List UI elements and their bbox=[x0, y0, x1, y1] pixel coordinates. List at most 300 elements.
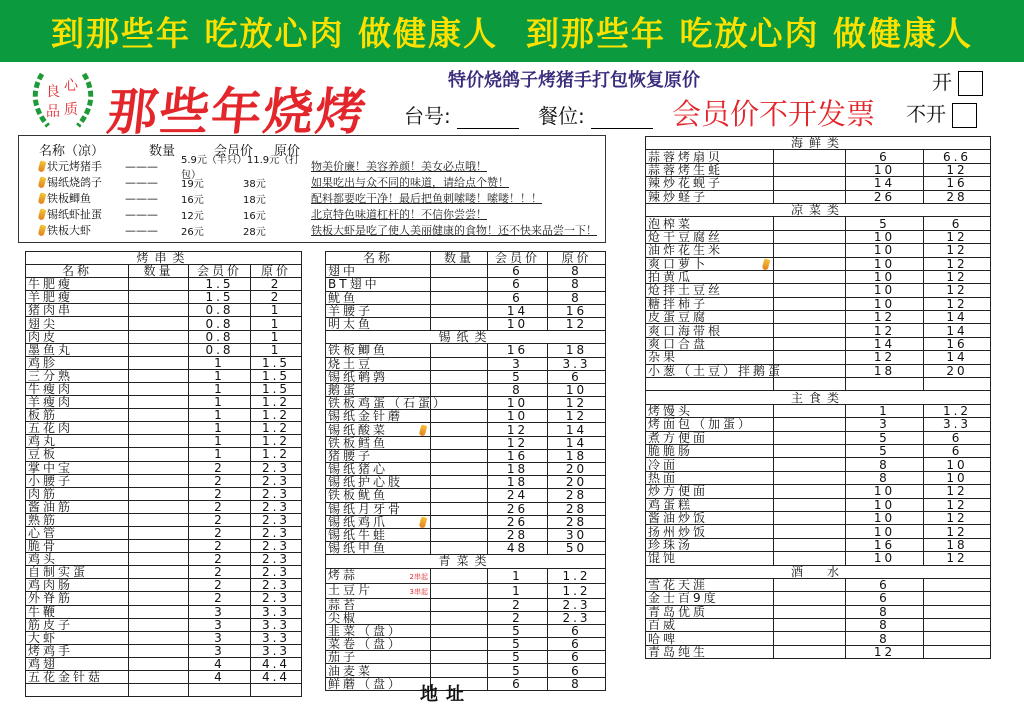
original-price: 2.3 bbox=[251, 566, 302, 579]
quantity-cell[interactable] bbox=[129, 553, 189, 566]
item-name bbox=[26, 330, 129, 343]
item-name bbox=[646, 592, 774, 605]
quantity-cell[interactable] bbox=[431, 423, 488, 436]
quantity-cell[interactable] bbox=[129, 291, 189, 304]
quantity-cell[interactable] bbox=[774, 311, 846, 324]
quantity-cell[interactable] bbox=[431, 436, 488, 449]
menu-row bbox=[646, 485, 991, 498]
item-name-text: 酱油筋 bbox=[28, 499, 74, 514]
original-price: 50 bbox=[548, 542, 606, 555]
member-price: 2 bbox=[189, 553, 251, 566]
member-price: 10 bbox=[488, 317, 548, 330]
original-price: 12 bbox=[924, 163, 991, 176]
quantity-cell[interactable] bbox=[129, 343, 189, 356]
quantity-cell[interactable] bbox=[774, 270, 846, 283]
item-name-text: 铁板鸡蛋（石蛋） bbox=[328, 396, 449, 411]
original-price: 3.3 bbox=[251, 605, 302, 618]
menu-row bbox=[646, 190, 991, 203]
item-name-text: 百威 bbox=[648, 618, 679, 633]
table-number-field[interactable] bbox=[404, 100, 519, 129]
item-name-text: 蒜蓉烤扇贝 bbox=[648, 149, 724, 164]
item-name-text: 青岛纯生 bbox=[648, 645, 709, 660]
quantity-cell[interactable] bbox=[774, 605, 846, 618]
quantity-cell[interactable] bbox=[431, 265, 488, 278]
item-name-text: 鸡肉肠 bbox=[28, 578, 74, 593]
member-price: 5 bbox=[846, 217, 924, 230]
quantity-cell[interactable] bbox=[431, 291, 488, 304]
quantity-cell[interactable] bbox=[129, 644, 189, 657]
item-name-text: 烤馒头 bbox=[648, 404, 694, 418]
item-name: 状元烤猪手 bbox=[47, 160, 102, 173]
svg-text:品: 品 bbox=[46, 104, 60, 120]
menu-row bbox=[26, 513, 302, 526]
menu-row bbox=[26, 369, 302, 382]
item-name bbox=[326, 624, 431, 637]
item-name-text: 筋皮子 bbox=[28, 617, 74, 632]
section-title: 凉菜类 bbox=[646, 203, 991, 216]
quantity-cell[interactable] bbox=[774, 177, 846, 190]
member-price: 1 bbox=[189, 422, 251, 435]
original-price: 12 bbox=[924, 525, 991, 538]
item-name-text: 土豆片 bbox=[328, 582, 374, 597]
invoice-not-open-checkbox[interactable] bbox=[906, 98, 977, 128]
item-name-text: 油麦菜 bbox=[328, 663, 374, 678]
item-name bbox=[646, 163, 774, 176]
quantity-cell[interactable] bbox=[774, 190, 846, 203]
seat-label: 餐位: bbox=[538, 104, 585, 128]
menu-row bbox=[326, 583, 606, 598]
original-price: 2 bbox=[251, 291, 302, 304]
quantity-cell[interactable] bbox=[431, 502, 488, 515]
column-header: 会员价 bbox=[189, 265, 251, 278]
item-name bbox=[26, 618, 129, 631]
original-price: 10 bbox=[924, 471, 991, 484]
item-name bbox=[646, 404, 774, 417]
item-name-text: 熟筋 bbox=[28, 512, 59, 527]
item-name-text: 肉皮 bbox=[28, 329, 59, 344]
item-name bbox=[26, 671, 129, 684]
item-name-text: 油炸花生米 bbox=[648, 243, 724, 258]
item-name bbox=[26, 566, 129, 579]
original-price bbox=[924, 578, 991, 591]
quantity-cell[interactable] bbox=[129, 487, 189, 500]
menu-row bbox=[326, 449, 606, 462]
quantity-cell[interactable] bbox=[774, 431, 846, 444]
item-name-text: 鲜蘑（盘） bbox=[328, 676, 404, 691]
quantity-cell[interactable] bbox=[431, 489, 488, 502]
quantity-cell[interactable] bbox=[774, 632, 846, 645]
quantity-cell[interactable] bbox=[129, 317, 189, 330]
featured-header bbox=[39, 140, 605, 158]
item-name bbox=[26, 304, 129, 317]
quantity-cell[interactable] bbox=[774, 458, 846, 471]
item-name-text: 馄饨 bbox=[648, 551, 679, 566]
address-label: 地址 bbox=[420, 684, 472, 705]
menu-row bbox=[646, 418, 991, 431]
item-name-text: 铁板鱿鱼 bbox=[328, 488, 389, 503]
item-name bbox=[646, 190, 774, 203]
item-name-text: 热面 bbox=[648, 470, 679, 485]
item-name bbox=[646, 632, 774, 645]
menu-row bbox=[326, 515, 606, 528]
original-price: 3.3 bbox=[548, 357, 606, 370]
item-name bbox=[646, 431, 774, 444]
original-price: 16 bbox=[548, 304, 606, 317]
member-price: 1 bbox=[189, 409, 251, 422]
section-title: 青菜类 bbox=[326, 555, 606, 568]
item-name bbox=[26, 513, 129, 526]
featured-item bbox=[39, 222, 605, 238]
item-name bbox=[326, 396, 449, 411]
quantity-cell[interactable] bbox=[129, 435, 189, 448]
original-price: 14 bbox=[548, 423, 606, 436]
quantity-cell[interactable] bbox=[129, 540, 189, 553]
quantity-cell[interactable] bbox=[129, 461, 189, 474]
quantity-cell[interactable] bbox=[129, 631, 189, 644]
featured-item bbox=[39, 190, 605, 206]
header-row bbox=[26, 265, 302, 278]
member-price: 2 bbox=[189, 540, 251, 553]
original-price: 6 bbox=[924, 217, 991, 230]
quantity-cell[interactable] bbox=[129, 526, 189, 539]
original-price: 8 bbox=[548, 291, 606, 304]
member-price: 12 bbox=[846, 351, 924, 364]
menu-row bbox=[646, 552, 991, 565]
original-price: 6 bbox=[924, 431, 991, 444]
quantity-cell[interactable] bbox=[774, 498, 846, 511]
quantity-cell[interactable] bbox=[431, 515, 488, 528]
member-price: 0.8 bbox=[189, 317, 251, 330]
item-name-text: 鸡翅 bbox=[28, 656, 59, 671]
quantity-cell[interactable] bbox=[431, 624, 488, 637]
quantity-cell[interactable] bbox=[774, 217, 846, 230]
original-price: 6 bbox=[924, 444, 991, 457]
menu-row bbox=[26, 382, 302, 395]
original-price: 1.5 bbox=[251, 356, 302, 369]
quantity-cell[interactable] bbox=[774, 257, 846, 270]
menu-row bbox=[26, 631, 302, 644]
quantity-cell[interactable] bbox=[129, 304, 189, 317]
member-price: 2 bbox=[189, 566, 251, 579]
quantity-cell[interactable] bbox=[431, 317, 488, 330]
quantity-cell[interactable] bbox=[431, 651, 488, 664]
item-name bbox=[326, 664, 431, 677]
item-name-text: 锡纸金针蘑 bbox=[328, 409, 404, 424]
column-header: 名称 bbox=[26, 265, 129, 278]
member-price: 6 bbox=[488, 677, 548, 690]
quantity-cell[interactable] bbox=[431, 304, 488, 317]
member-price: 1 bbox=[846, 404, 924, 417]
quantity-cell[interactable] bbox=[774, 485, 846, 498]
original-price: 3.3 bbox=[251, 644, 302, 657]
menu-row bbox=[326, 489, 606, 502]
member-price: 2 bbox=[189, 500, 251, 513]
vip-notice: 会员价不开发票 bbox=[672, 97, 876, 131]
quantity-cell[interactable] bbox=[774, 592, 846, 605]
item-name bbox=[646, 458, 774, 471]
quantity-cell[interactable] bbox=[129, 356, 189, 369]
quantity-cell[interactable] bbox=[431, 528, 488, 541]
quantity-cell[interactable] bbox=[129, 657, 189, 670]
quantity-cell[interactable] bbox=[129, 605, 189, 618]
quantity-cell[interactable] bbox=[774, 378, 846, 391]
menu-row bbox=[646, 578, 991, 591]
item-name bbox=[326, 583, 431, 598]
quantity-cell[interactable] bbox=[129, 369, 189, 382]
quantity-cell[interactable] bbox=[129, 382, 189, 395]
item-name-text: 掌中宝 bbox=[28, 460, 74, 475]
original-price: 6 bbox=[548, 638, 606, 651]
item-orig-price: 28元 bbox=[243, 226, 266, 238]
item-orig-price: 18元 bbox=[243, 194, 266, 206]
quantity-cell[interactable] bbox=[431, 542, 488, 555]
original-price: 14 bbox=[924, 311, 991, 324]
original-price bbox=[251, 684, 302, 697]
quantity-cell[interactable] bbox=[774, 619, 846, 632]
original-price: 2.3 bbox=[251, 513, 302, 526]
original-price: 2.3 bbox=[251, 592, 302, 605]
menu-row bbox=[326, 476, 606, 489]
item-name-text: 珍珠汤 bbox=[648, 537, 694, 552]
item-name bbox=[326, 598, 431, 611]
quantity-cell[interactable] bbox=[774, 230, 846, 243]
quantity-cell[interactable] bbox=[774, 471, 846, 484]
item-name bbox=[26, 382, 129, 395]
item-name-text: 肉筋 bbox=[28, 486, 59, 501]
quantity-cell[interactable] bbox=[774, 418, 846, 431]
quantity-cell[interactable] bbox=[774, 525, 846, 538]
member-price: 5 bbox=[488, 638, 548, 651]
original-price: 1.2 bbox=[251, 396, 302, 409]
item-name-text: 鹅蛋 bbox=[328, 382, 359, 397]
member-price: 10 bbox=[846, 230, 924, 243]
item-name bbox=[26, 540, 129, 553]
item-name bbox=[646, 217, 774, 230]
original-price: 16 bbox=[924, 177, 991, 190]
original-price: 12 bbox=[924, 230, 991, 243]
original-price: 4.4 bbox=[251, 671, 302, 684]
quantity-cell[interactable] bbox=[774, 297, 846, 310]
item-qty: ——— bbox=[125, 159, 158, 173]
quantity-cell[interactable] bbox=[431, 476, 488, 489]
item-name-text: 翅中 bbox=[328, 264, 359, 279]
item-name-text: 炝干豆腐丝 bbox=[648, 229, 724, 244]
quantity-cell[interactable] bbox=[129, 409, 189, 422]
member-price: 10 bbox=[846, 257, 924, 270]
member-price: 10 bbox=[488, 397, 548, 410]
menu-row bbox=[326, 357, 606, 370]
quantity-cell[interactable] bbox=[431, 568, 488, 583]
item-name bbox=[326, 515, 431, 528]
item-name bbox=[26, 657, 129, 670]
quantity-cell[interactable] bbox=[129, 566, 189, 579]
item-name-text: 铁板鳕鱼 bbox=[328, 435, 389, 450]
item-name-text: 羊瘦肉 bbox=[28, 395, 74, 410]
svg-text:良: 良 bbox=[46, 84, 60, 100]
column-header: 数量 bbox=[431, 252, 488, 265]
original-price: 1 bbox=[251, 330, 302, 343]
item-name bbox=[26, 356, 129, 369]
menu-row bbox=[326, 265, 606, 278]
item-note: 北京特色味道杠杆的！不信你尝尝！ bbox=[311, 208, 487, 221]
item-name bbox=[326, 410, 431, 423]
seat-field[interactable] bbox=[538, 100, 653, 129]
quantity-cell[interactable] bbox=[774, 163, 846, 176]
original-price: 12 bbox=[924, 244, 991, 257]
item-member-price: 12元 bbox=[181, 210, 204, 222]
item-name bbox=[646, 471, 774, 484]
original-price: 12 bbox=[548, 317, 606, 330]
quantity-cell[interactable] bbox=[774, 645, 846, 658]
quantity-cell[interactable] bbox=[431, 449, 488, 462]
item-name-text: 茄子 bbox=[328, 650, 359, 665]
member-price: 6 bbox=[846, 578, 924, 591]
item-name-text: 墨鱼丸 bbox=[28, 342, 74, 357]
quantity-cell[interactable] bbox=[774, 284, 846, 297]
item-name bbox=[646, 297, 774, 310]
column-header: 会员价 bbox=[488, 252, 548, 265]
quantity-cell[interactable] bbox=[129, 671, 189, 684]
quantity-cell[interactable] bbox=[774, 337, 846, 350]
flame-icon bbox=[762, 258, 771, 270]
original-price: 12 bbox=[924, 270, 991, 283]
member-price: 10 bbox=[846, 525, 924, 538]
quantity-cell[interactable] bbox=[129, 618, 189, 631]
item-name-text: 自制实蛋 bbox=[28, 565, 89, 580]
item-name-text: 牛肥瘦 bbox=[28, 277, 74, 292]
quantity-cell[interactable] bbox=[431, 278, 488, 291]
quantity-cell[interactable] bbox=[129, 448, 189, 461]
member-price: 2 bbox=[488, 611, 548, 624]
original-price: 1 bbox=[251, 317, 302, 330]
min-order-tag: 3串起 bbox=[409, 587, 428, 596]
member-price: 1 bbox=[189, 382, 251, 395]
item-name bbox=[26, 644, 129, 657]
member-price bbox=[189, 684, 251, 697]
member-price: 26 bbox=[488, 502, 548, 515]
menu-row bbox=[326, 651, 606, 664]
menu-row bbox=[326, 370, 606, 383]
svg-text:心: 心 bbox=[64, 78, 78, 94]
quantity-cell[interactable] bbox=[774, 578, 846, 591]
item-name-text: 辣炒蛏子 bbox=[648, 189, 709, 204]
quantity-cell[interactable] bbox=[431, 664, 488, 677]
item-name bbox=[26, 278, 129, 291]
original-price: 6 bbox=[548, 370, 606, 383]
menu-row bbox=[26, 684, 302, 697]
quantity-cell[interactable] bbox=[129, 278, 189, 291]
item-name-text: 冷面 bbox=[648, 457, 679, 472]
quantity-cell[interactable] bbox=[431, 370, 488, 383]
item-name-text: 鸡蛋糕 bbox=[648, 497, 694, 512]
quantity-cell[interactable] bbox=[774, 511, 846, 524]
member-price: 26 bbox=[488, 515, 548, 528]
invoice-open-checkbox[interactable] bbox=[932, 66, 983, 96]
item-name bbox=[326, 344, 431, 357]
item-name-text: 鸡头 bbox=[28, 552, 59, 567]
original-price: 1.2 bbox=[548, 583, 606, 598]
item-name-text: 羊肥瘦 bbox=[28, 290, 74, 305]
quantity-cell[interactable] bbox=[774, 150, 846, 163]
quantity-cell[interactable] bbox=[431, 357, 488, 370]
quantity-cell[interactable] bbox=[129, 513, 189, 526]
quantity-cell[interactable] bbox=[129, 330, 189, 343]
quantity-cell[interactable] bbox=[774, 351, 846, 364]
member-price: 8 bbox=[846, 619, 924, 632]
quantity-cell[interactable] bbox=[431, 344, 488, 357]
quantity-cell[interactable] bbox=[431, 611, 488, 624]
item-name-text: 锡纸甲鱼 bbox=[328, 541, 389, 556]
invoice-open-label: 开 bbox=[932, 70, 952, 94]
quantity-cell[interactable] bbox=[129, 474, 189, 487]
menu-row bbox=[646, 150, 991, 163]
menu-row bbox=[326, 502, 606, 515]
member-price: 1 bbox=[189, 369, 251, 382]
quantity-cell[interactable] bbox=[431, 383, 488, 396]
item-name bbox=[646, 270, 774, 283]
member-price: 18 bbox=[488, 463, 548, 476]
menu-row bbox=[26, 618, 302, 631]
menu-row bbox=[26, 553, 302, 566]
quantity-cell[interactable] bbox=[431, 463, 488, 476]
quantity-cell[interactable] bbox=[774, 324, 846, 337]
member-price: 8 bbox=[846, 605, 924, 618]
member-price: 1 bbox=[488, 568, 548, 583]
menu-row bbox=[646, 525, 991, 538]
member-price: 10 bbox=[846, 511, 924, 524]
item-name-text: 脆骨 bbox=[28, 539, 59, 554]
menu-row bbox=[26, 330, 302, 343]
featured-item bbox=[39, 174, 605, 190]
quantity-cell[interactable] bbox=[431, 410, 488, 423]
quantity-cell[interactable] bbox=[129, 592, 189, 605]
quantity-cell[interactable] bbox=[774, 364, 846, 377]
quantity-cell[interactable] bbox=[129, 500, 189, 513]
original-price: 12 bbox=[924, 498, 991, 511]
header-name: 名称（凉） bbox=[39, 144, 105, 159]
quantity-cell[interactable] bbox=[431, 598, 488, 611]
quantity-cell[interactable] bbox=[129, 579, 189, 592]
item-name bbox=[26, 500, 129, 513]
original-price: 6 bbox=[548, 651, 606, 664]
member-price: 6 bbox=[488, 265, 548, 278]
flame-icon bbox=[38, 208, 47, 220]
member-price: 2 bbox=[189, 461, 251, 474]
quantity-cell[interactable] bbox=[129, 422, 189, 435]
quantity-cell[interactable] bbox=[774, 244, 846, 257]
item-name-text: 牛鞭 bbox=[28, 604, 59, 619]
slogan-text: 到那些年 吃放心肉 做健康人 bbox=[526, 13, 973, 53]
quantity-cell[interactable] bbox=[431, 583, 488, 598]
quantity-cell[interactable] bbox=[774, 444, 846, 457]
member-price: 10 bbox=[846, 244, 924, 257]
item-name-text: 炝拌土豆丝 bbox=[648, 283, 724, 298]
item-name bbox=[326, 476, 431, 489]
quantity-cell[interactable] bbox=[774, 552, 846, 565]
member-price: 10 bbox=[846, 284, 924, 297]
item-member-price: 16元 bbox=[181, 194, 204, 206]
quantity-cell[interactable] bbox=[129, 396, 189, 409]
menu-row bbox=[26, 304, 302, 317]
member-price: 5 bbox=[488, 370, 548, 383]
quantity-cell[interactable] bbox=[774, 404, 846, 417]
quantity-cell[interactable] bbox=[774, 538, 846, 551]
item-qty: ——— bbox=[125, 175, 158, 189]
quantity-cell[interactable] bbox=[129, 684, 189, 697]
member-price: 48 bbox=[488, 542, 548, 555]
quantity-cell[interactable] bbox=[431, 638, 488, 651]
member-price: 2 bbox=[189, 526, 251, 539]
